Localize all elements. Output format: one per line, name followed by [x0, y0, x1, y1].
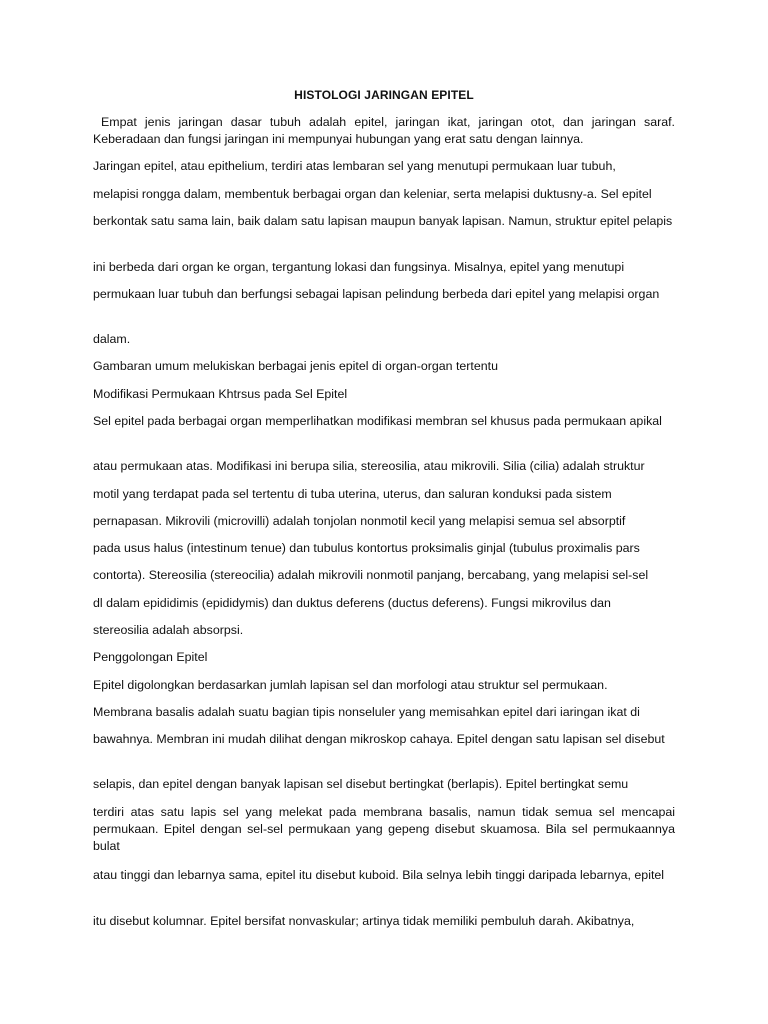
document-title: HISTOLOGI JARINGAN EPITEL: [294, 88, 474, 102]
paragraph: Gambaran umum melukiskan berbagai jenis epitel di organ-organ tertentu: [93, 359, 498, 373]
paragraph: terdiri atas satu lapis sel yang melekat pada membrana basalis, namun tidak semua sel mencapai permukaan. Epitel dengan sel-sel permukaan yang gepeng disebut skuamosa. Bila sel permukaannya bulat: [93, 805, 675, 853]
paragraph: dalam.: [93, 332, 131, 346]
paragraph: stereosilia adalah absorpsi.: [93, 623, 244, 637]
paragraph-intro: Empat jenis jaringan dasar tubuh adalah epitel, jaringan ikat, jaringan otot, dan jaringan saraf. Keberadaan dan fungsi jaringan ini mempunyai hubungan yang erat satu dengan lainnya.: [93, 115, 675, 146]
paragraph: Jaringan epitel, atau epithelium, terdiri atas lembaran sel yang menutupi permukaan luar tubuh,: [93, 159, 616, 173]
paragraph: pada usus halus (intestinum tenue) dan tubulus kontortus proksimalis ginjal (tubulus proximalis pars: [93, 541, 640, 555]
paragraph: melapisi rongga dalam, membentuk berbagai organ dan keleniar, serta melapisi duktusny-a. Sel epitel: [93, 187, 652, 201]
paragraph: Sel epitel pada berbagai organ memperlihatkan modifikasi membran sel khusus pada permukaan apikal: [93, 414, 662, 428]
paragraph: ini berbeda dari organ ke organ, tergantung lokasi dan fungsinya. Misalnya, epitel yang menutupi: [93, 260, 625, 274]
paragraph: bawahnya. Membran ini mudah dilihat dengan mikroskop cahaya. Epitel dengan satu lapisan sel disebut: [93, 732, 665, 746]
paragraph: pernapasan. Mikrovili (microvilli) adalah tonjolan nonmotil kecil yang melapisi semua sel absorptif: [93, 514, 626, 528]
paragraph: atau permukaan atas. Modifikasi ini berupa silia, stereosilia, atau mikrovili. Silia (cilia) adalah struktur: [93, 459, 645, 473]
paragraph: Epitel digolongkan berdasarkan jumlah lapisan sel dan morfologi atau struktur sel permukaan.: [93, 678, 608, 692]
section-heading: Penggolongan Epitel: [93, 650, 208, 664]
paragraph: atau tinggi dan lebarnya sama, epitel itu disebut kuboid. Bila selnya lebih tinggi daripada lebarnya, epitel: [93, 868, 665, 882]
paragraph: Membrana basalis adalah suatu bagian tipis nonseluler yang memisahkan epitel dari iaringan ikat di: [93, 705, 640, 719]
paragraph: contorta). Stereosilia (stereocilia) adalah mikrovili nonmotil panjang, bercabang, yang melapisi sel-sel: [93, 568, 649, 582]
paragraph: berkontak satu sama lain, baik dalam satu lapisan maupun banyak lapisan. Namun, struktur epitel pelapis: [93, 214, 673, 228]
paragraph: permukaan luar tubuh dan berfungsi sebagai lapisan pelindung berbeda dari epitel yang melapisi organ: [93, 287, 660, 301]
paragraph: selapis, dan epitel dengan banyak lapisan sel disebut bertingkat (berlapis). Epitel bertingkat semu: [93, 777, 629, 791]
paragraph: motil yang terdapat pada sel tertentu di tuba uterina, uterus, dan saluran konduksi pada sistem: [93, 487, 612, 501]
paragraph: itu disebut kolumnar. Epitel bersifat nonvaskular; artinya tidak memiliki pembuluh darah. Akibatnya,: [93, 914, 635, 928]
paragraph: dl dalam epididimis (epididymis) dan duktus deferens (ductus deferens). Fungsi mikrovilus dan: [93, 596, 611, 610]
section-heading: Modifikasi Permukaan Khtrsus pada Sel Epitel: [93, 387, 348, 401]
